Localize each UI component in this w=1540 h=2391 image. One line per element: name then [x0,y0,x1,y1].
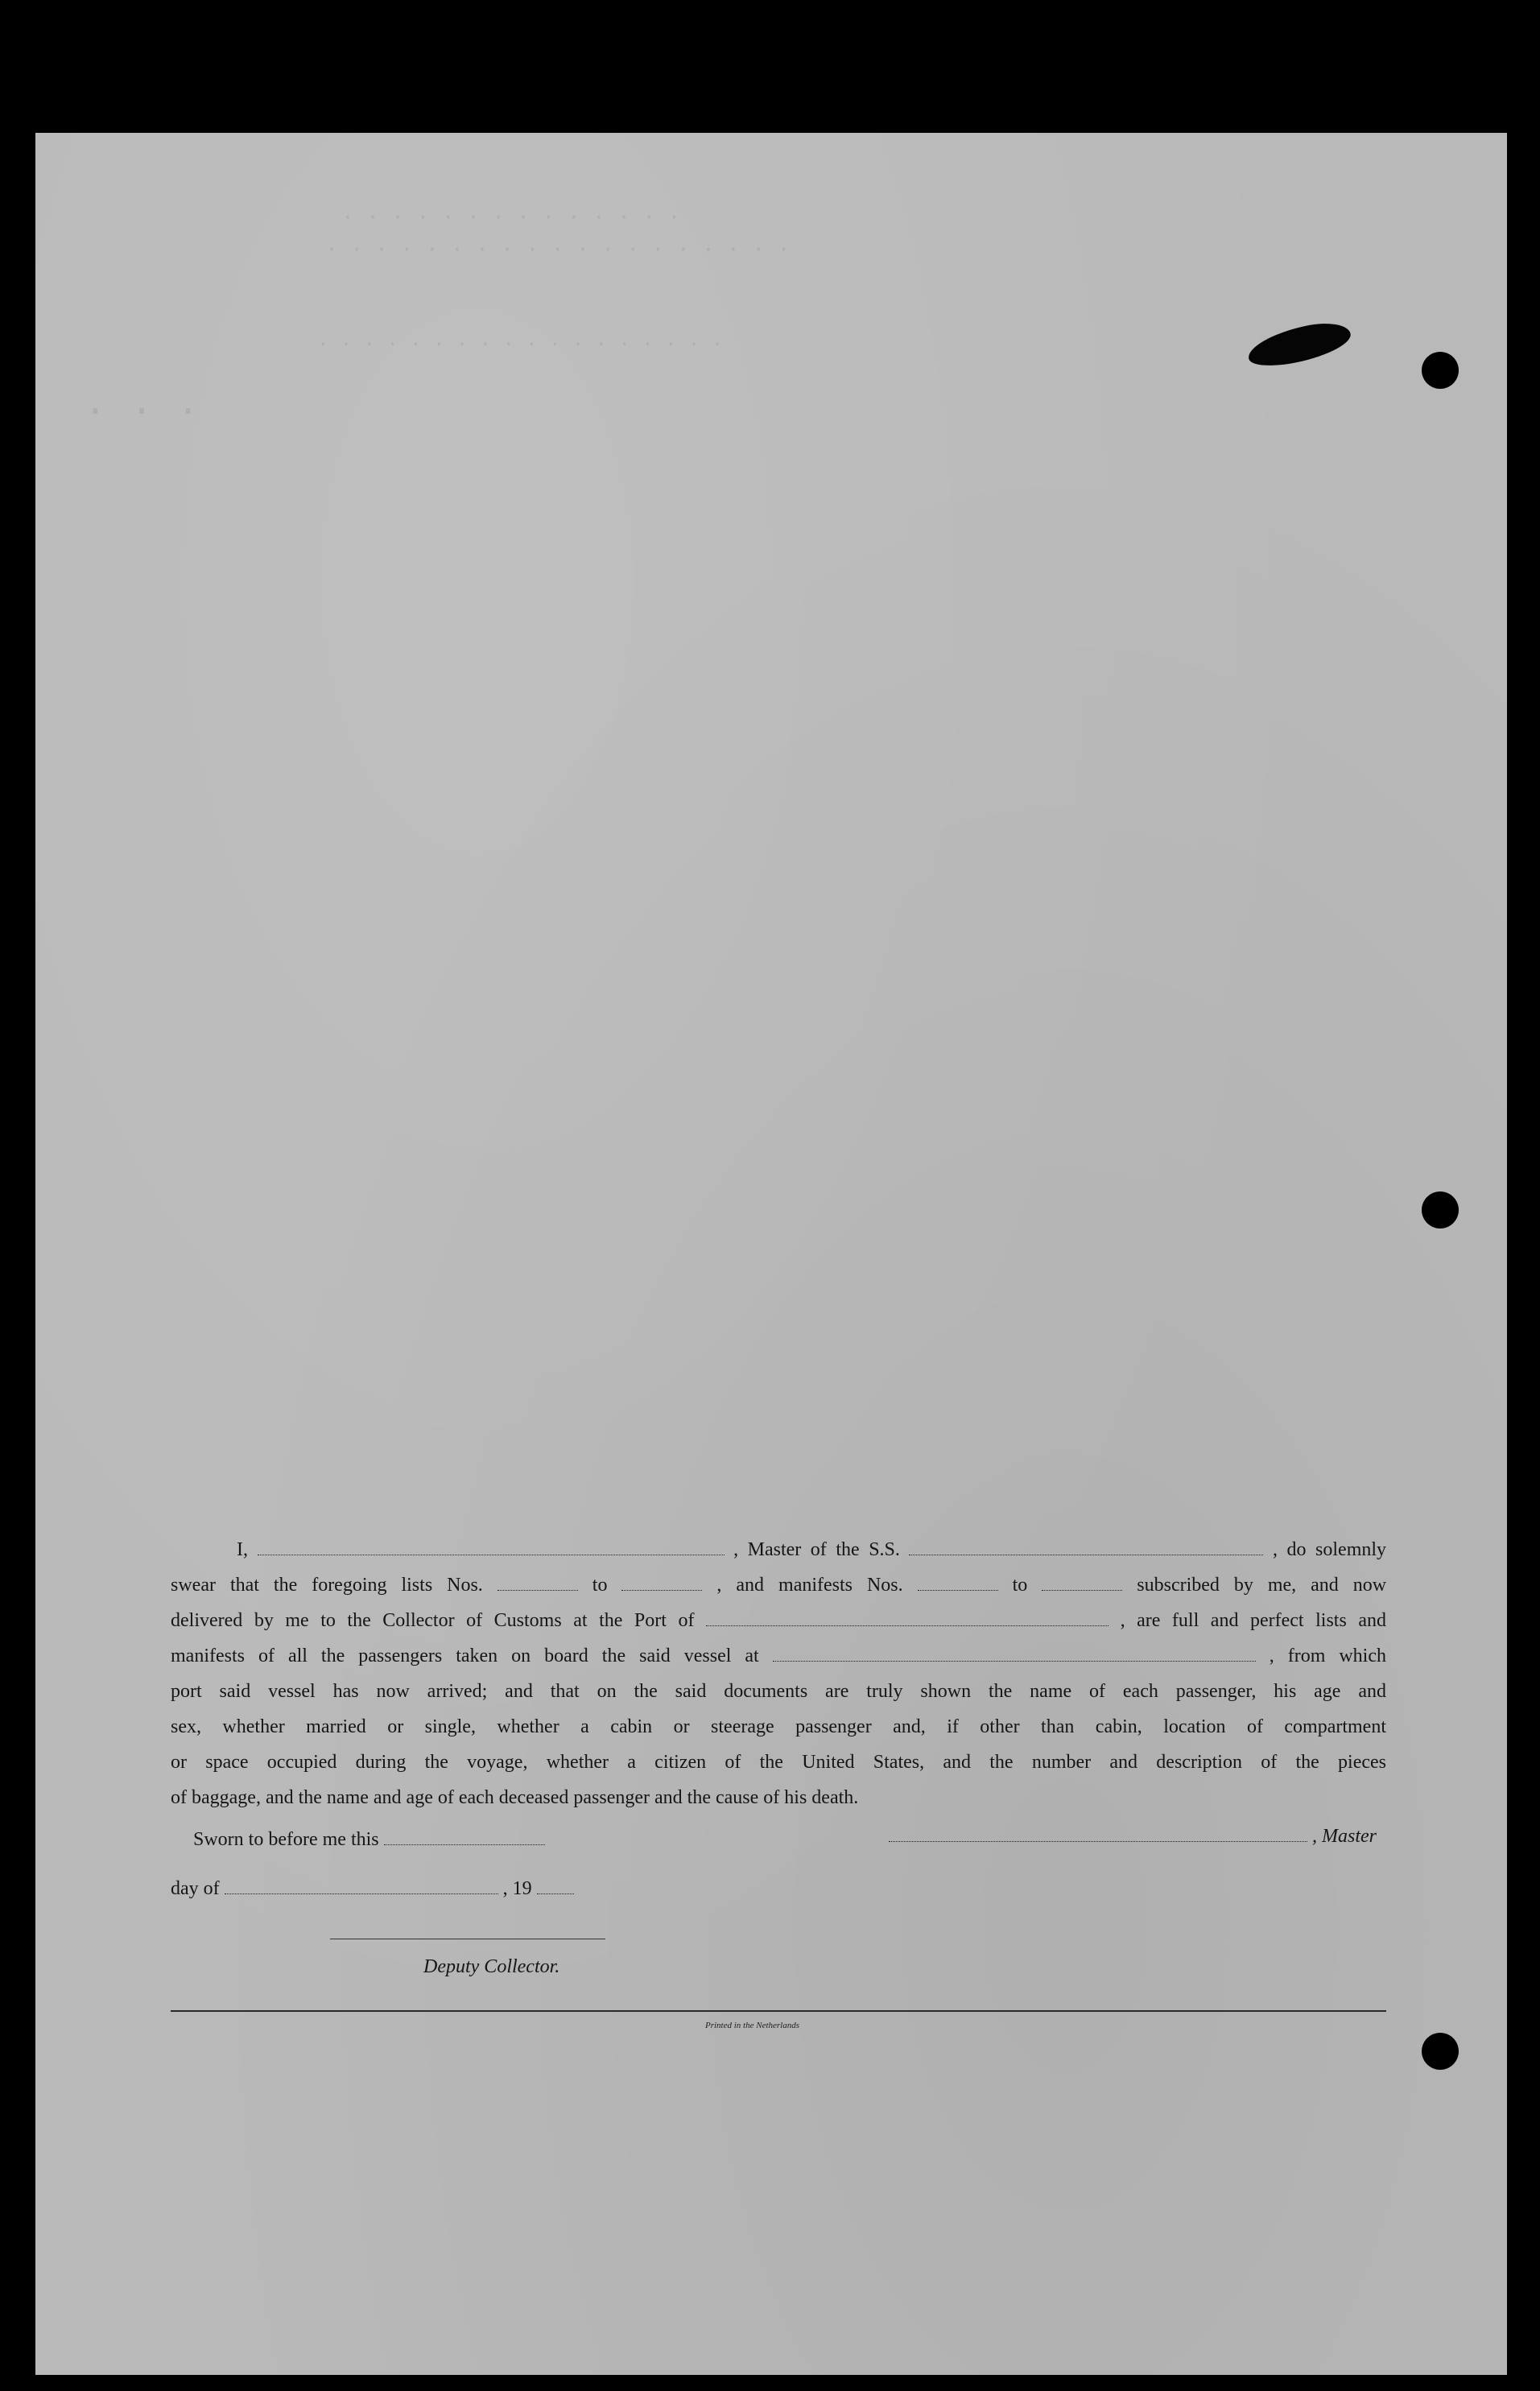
oath-line-2: swear that the foregoing lists Nos. to , and manifests Nos. to subscribed by me, and now [171,1575,1387,1596]
document-page [35,133,1507,2375]
oath-line-7: or space occupied during the voyage, whether a citizen of the United States, and the number and description of the pieces [171,1752,1386,1773]
oath-line-6: sex, whether married or single, whether a cabin or steerage passenger and, if other than cabin, location of compartment [171,1716,1386,1737]
oath-line-4: manifests of all the passengers taken on board the said vessel at , from which [171,1646,1387,1666]
master-signature: , Master [889,1826,1377,1848]
sworn-date-field[interactable] [384,1833,545,1845]
oath-paragraph [171,1532,1386,1815]
day-of-field[interactable] [225,1882,498,1894]
footer-rule [171,2010,1386,2012]
deputy-collector-label: Deputy Collector. [423,1956,560,1977]
oath-line-1: I, , Master of the S.S. , do solemnly [237,1539,1387,1560]
punch-hole-bottom [1422,2033,1459,2070]
manifests-to-field[interactable] [1042,1579,1122,1591]
master-name-field[interactable] [258,1543,725,1555]
oath-line-3: delivered by me to the Collector of Customs at the Port of , are full and perfect lists and [171,1610,1387,1631]
oath-line-5: port said vessel has now arrived; and that on the said documents are truly shown the name of each passenger, his age and [171,1681,1386,1702]
master-signature-field[interactable] [889,1830,1307,1842]
vessel-name-field[interactable] [909,1543,1263,1555]
day-of-line: day of , 19 [171,1878,574,1900]
year-field[interactable] [537,1882,574,1894]
port-field[interactable] [706,1614,1109,1626]
embark-port-field[interactable] [773,1650,1256,1662]
punch-hole-top [1422,352,1459,389]
oath-line-8: of baggage, and the name and age of each deceased passenger and the cause of his death. [171,1787,859,1808]
printed-in-label: Printed in the Netherlands [705,2021,800,2030]
bleed-through: · · · · · · · · · · · · · · · · · · · · · · · · · · · · · · · · · · · · · · · · · · · · · · · · · · · · · · [84,205,791,434]
lists-to-field[interactable] [621,1579,702,1591]
sworn-label: Sworn to before me this [193,1829,545,1851]
manifests-from-field[interactable] [918,1579,998,1591]
punch-hole-middle [1422,1191,1459,1229]
lists-from-field[interactable] [498,1579,578,1591]
